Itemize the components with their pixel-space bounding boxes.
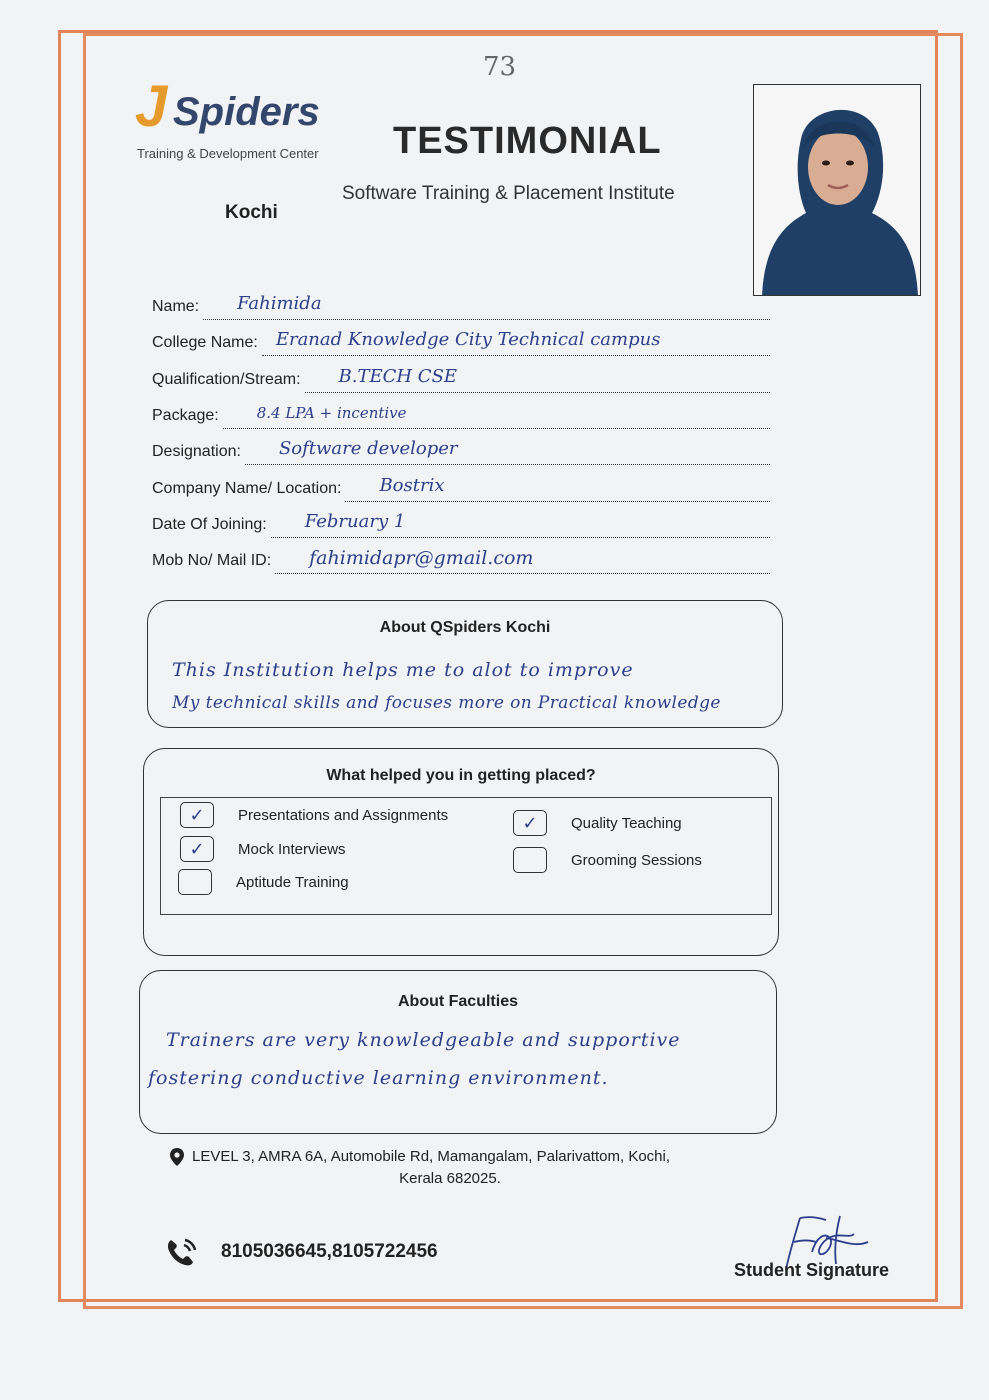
institute-address — [170, 1148, 770, 1187]
logo-letter-j: J — [135, 74, 168, 139]
qualification-field — [152, 363, 770, 393]
about-institute-box — [147, 600, 783, 728]
option-label: Aptitude Training — [236, 873, 349, 891]
company-field — [152, 472, 770, 502]
field-value: February 1 — [271, 509, 770, 538]
checkbox-icon[interactable]: ✓ — [180, 802, 214, 828]
field-label: Mob No/ Mail ID: — [152, 552, 272, 569]
page-title: TESTIMONIAL — [393, 120, 662, 162]
designation-field — [152, 435, 770, 465]
about-faculties-box — [139, 970, 777, 1134]
page-number: 73 — [483, 52, 517, 82]
page-subtitle: Software Training & Placement Institute — [342, 183, 675, 204]
branch-city: Kochi — [225, 202, 278, 223]
option-quality-teaching[interactable] — [513, 810, 682, 836]
address-line-1: LEVEL 3, AMRA 6A, Automobile Rd, Mamangalam, Palarivattom, Kochi, — [192, 1148, 671, 1165]
field-label: Date Of Joining: — [152, 516, 267, 533]
logo-tagline: Training & Development Center — [137, 146, 319, 161]
student-photo — [753, 84, 921, 296]
package-field — [152, 399, 770, 429]
field-value: Fahimida — [203, 291, 770, 320]
address-line-2: Kerala 682025. — [399, 1170, 501, 1187]
field-value: Software developer — [245, 436, 770, 465]
option-grooming[interactable] — [513, 847, 702, 873]
student-signature-label: Student Signature — [734, 1260, 890, 1280]
name-field — [152, 290, 770, 320]
field-label: Qualification/Stream: — [152, 371, 301, 388]
field-label: College Name: — [152, 334, 258, 351]
field-value: Bostrix — [345, 473, 770, 502]
checkbox-icon[interactable]: ✓ — [180, 836, 214, 862]
logo-wordmark: Spiders — [173, 90, 320, 134]
location-pin-icon — [170, 1148, 184, 1166]
option-label: Quality Teaching — [571, 814, 682, 832]
option-label: Grooming Sessions — [571, 851, 702, 869]
placement-title: What helped you in getting placed? — [326, 767, 596, 784]
about-faculties-line-1: Trainers are very knowledgeable and supportive — [166, 1029, 681, 1051]
option-presentations[interactable] — [180, 802, 448, 828]
about-institute-title: About QSpiders Kochi — [379, 619, 551, 636]
field-value: 8.4 LPA + incentive — [223, 400, 770, 429]
contact-phone — [165, 1236, 438, 1268]
contact-field — [152, 544, 770, 574]
field-label: Package: — [152, 407, 219, 424]
student-portrait-icon — [754, 85, 921, 296]
phone-icon — [165, 1236, 199, 1268]
joining-date-field — [152, 508, 770, 538]
field-label: Name: — [152, 298, 200, 315]
field-label: Company Name/ Location: — [152, 480, 342, 497]
field-label: Designation: — [152, 443, 241, 460]
option-aptitude[interactable] — [178, 869, 349, 895]
college-field — [152, 326, 770, 356]
checkbox-icon[interactable]: ✓ — [513, 810, 547, 836]
field-value: B.TECH CSE — [305, 364, 770, 393]
checkbox-icon[interactable] — [178, 869, 212, 895]
checkbox-icon[interactable] — [513, 847, 547, 873]
about-institute-line-2: My technical skills and focuses more on Practical knowledge — [172, 693, 721, 713]
about-institute-line-1: This Institution helps me to alot to improve — [172, 659, 634, 681]
field-value: fahimidapr@gmail.com — [275, 545, 770, 574]
about-faculties-line-2: fostering conductive learning environment. — [148, 1067, 609, 1089]
option-mock-interviews[interactable] — [180, 836, 346, 862]
option-label: Mock Interviews — [238, 840, 346, 858]
option-label: Presentations and Assignments — [238, 806, 449, 824]
about-faculties-title: About Faculties — [397, 993, 518, 1010]
phone-numbers: 8105036645,8105722456 — [221, 1241, 438, 1262]
field-value: Eranad Knowledge City Technical campus — [262, 327, 770, 356]
